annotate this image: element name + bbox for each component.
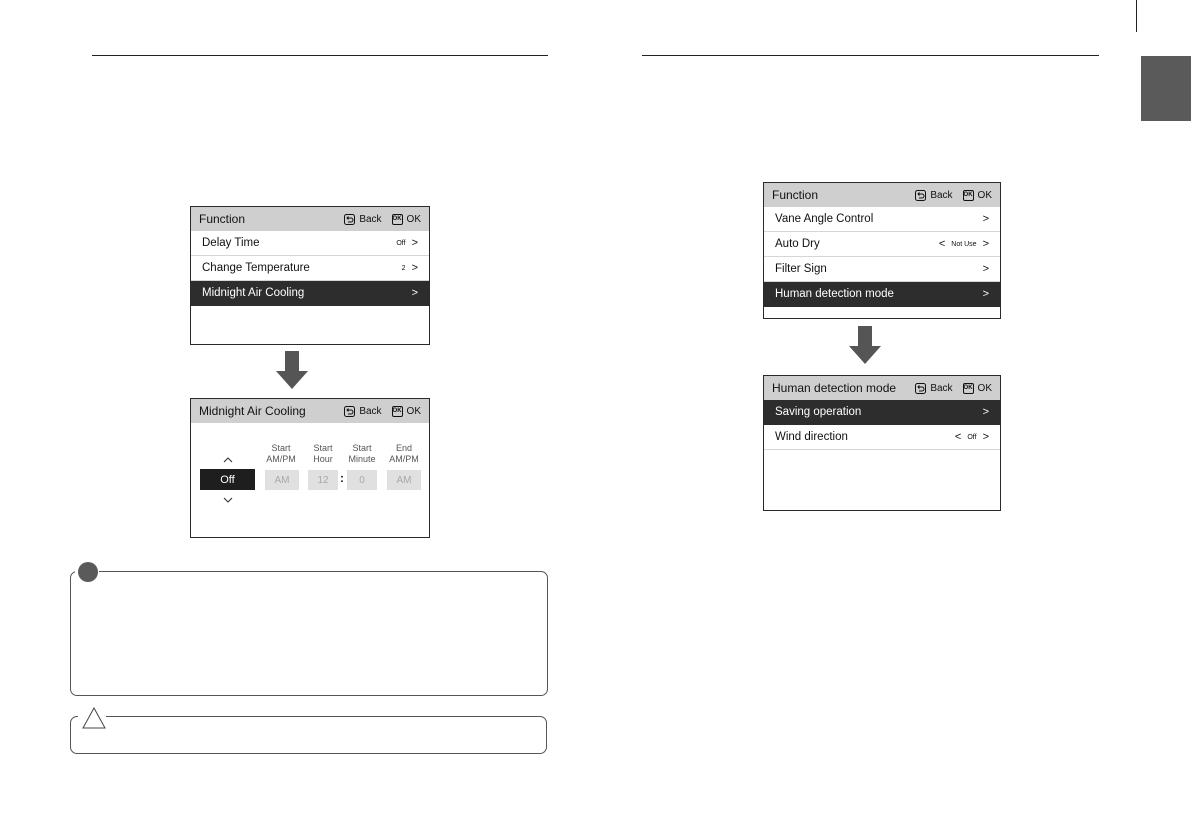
col-label-line1: Start [352,443,372,453]
screen-title: Function [772,188,819,202]
function-menu-screen [190,206,430,345]
screen-header [191,207,429,231]
ok-key-icon[interactable]: OK [963,383,974,394]
ok-label[interactable]: OK [406,213,421,225]
screen-header [191,399,429,423]
human-detection-mode-screen [763,375,1001,511]
caution-box [70,716,547,754]
warning-icon [82,707,106,729]
menu-item-label: Change Temperature [202,262,310,274]
caution-header-rule [106,716,176,717]
up-caret-icon[interactable] [223,455,233,466]
chevron-right-icon: > [982,288,989,300]
menu-item-change-temperature[interactable] [191,256,429,281]
end-ampm-column-label [385,443,423,465]
screen-title: Function [199,212,246,226]
start-minute-slot[interactable]: 0 [347,470,377,490]
screen-title: Midnight Air Cooling [199,404,306,418]
time-separator: : [340,471,344,485]
chevron-left-icon[interactable]: < [954,431,962,443]
chevron-right-icon[interactable]: > [982,238,989,250]
chevron-right-icon: > [982,213,989,225]
menu-item-filter-sign[interactable] [764,257,1000,282]
screen-header [764,183,1000,207]
chevron-right-icon: > [982,263,989,275]
start-ampm-column-label [264,443,298,465]
menu-item-delay-time[interactable] [191,231,429,256]
menu-item-midnight-air-cooling[interactable] [191,281,429,306]
chevron-right-icon: > [411,237,418,249]
menu-item-auto-dry[interactable] [764,232,1000,257]
note-box [70,571,548,696]
menu-item-label: Delay Time [202,237,260,249]
ok-label[interactable]: OK [406,405,421,417]
chevron-right-icon[interactable]: > [982,431,989,443]
arrow-down-icon [276,351,308,389]
menu-item-label: Vane Angle Control [775,213,874,225]
back-label[interactable]: Back [359,405,382,417]
col-label-line1: End [395,443,412,453]
ok-label[interactable]: OK [977,189,992,201]
col-label-line1: Start [313,443,333,453]
col-label-line2: Minute [348,454,376,464]
col-label-line1: Start [271,443,291,453]
down-caret-icon[interactable] [223,495,233,506]
menu-item-saving-operation[interactable] [764,400,1000,425]
col-label-line2: AM/PM [389,454,419,464]
header-nav [344,214,421,225]
right-page-rule [642,55,1099,56]
col-label-line2: AM/PM [266,454,296,464]
end-ampm-slot[interactable]: AM [387,470,421,490]
back-icon[interactable] [915,383,926,394]
back-label[interactable]: Back [930,189,953,201]
note-header-rule [99,571,147,572]
chevron-right-icon: > [411,262,418,274]
function-menu-screen-2 [763,182,1001,319]
note-icon [77,561,99,583]
header-nav [915,383,992,394]
menu-item-value: 2 [401,264,406,272]
back-label[interactable]: Back [359,213,382,225]
menu-item-label: Saving operation [775,406,862,418]
col-label-line2: Hour [313,454,333,464]
start-minute-column-label [343,443,381,465]
menu-item-label: Filter Sign [775,263,827,275]
screen-header [764,376,1000,400]
menu-item-value: Off [396,239,406,247]
chapter-tab [1141,56,1191,121]
start-hour-column-label [306,443,340,465]
chevron-left-icon[interactable]: < [938,238,946,250]
midnight-air-cooling-screen [190,398,430,538]
ok-key-icon[interactable]: OK [392,406,403,417]
left-page-rule [92,55,548,56]
menu-item-vane-angle-control[interactable] [764,207,1000,232]
menu-item-label: Auto Dry [775,238,820,250]
back-icon[interactable] [344,406,355,417]
menu-item-value: Off [967,433,977,441]
back-icon[interactable] [344,214,355,225]
menu-item-value: Not Use [951,240,977,248]
menu-item-label: Wind direction [775,431,848,443]
back-label[interactable]: Back [930,382,953,394]
chevron-right-icon: > [411,287,418,299]
start-hour-slot[interactable]: 12 [308,470,338,490]
ok-key-icon[interactable]: OK [963,190,974,201]
ok-label[interactable]: OK [977,382,992,394]
on-off-selector[interactable]: Off [200,469,255,490]
start-ampm-slot[interactable]: AM [265,470,299,490]
screen-title: Human detection mode [772,381,897,395]
chevron-right-icon: > [982,406,989,418]
menu-item-label: Midnight Air Cooling [202,287,305,299]
ok-key-icon[interactable]: OK [392,214,403,225]
arrow-down-icon [849,326,881,364]
header-nav [915,190,992,201]
header-nav [344,406,421,417]
menu-item-label: Human detection mode [775,288,894,300]
page-spine [1136,0,1137,32]
back-icon[interactable] [915,190,926,201]
menu-item-human-detection-mode[interactable] [764,282,1000,307]
menu-item-wind-direction[interactable] [764,425,1000,450]
